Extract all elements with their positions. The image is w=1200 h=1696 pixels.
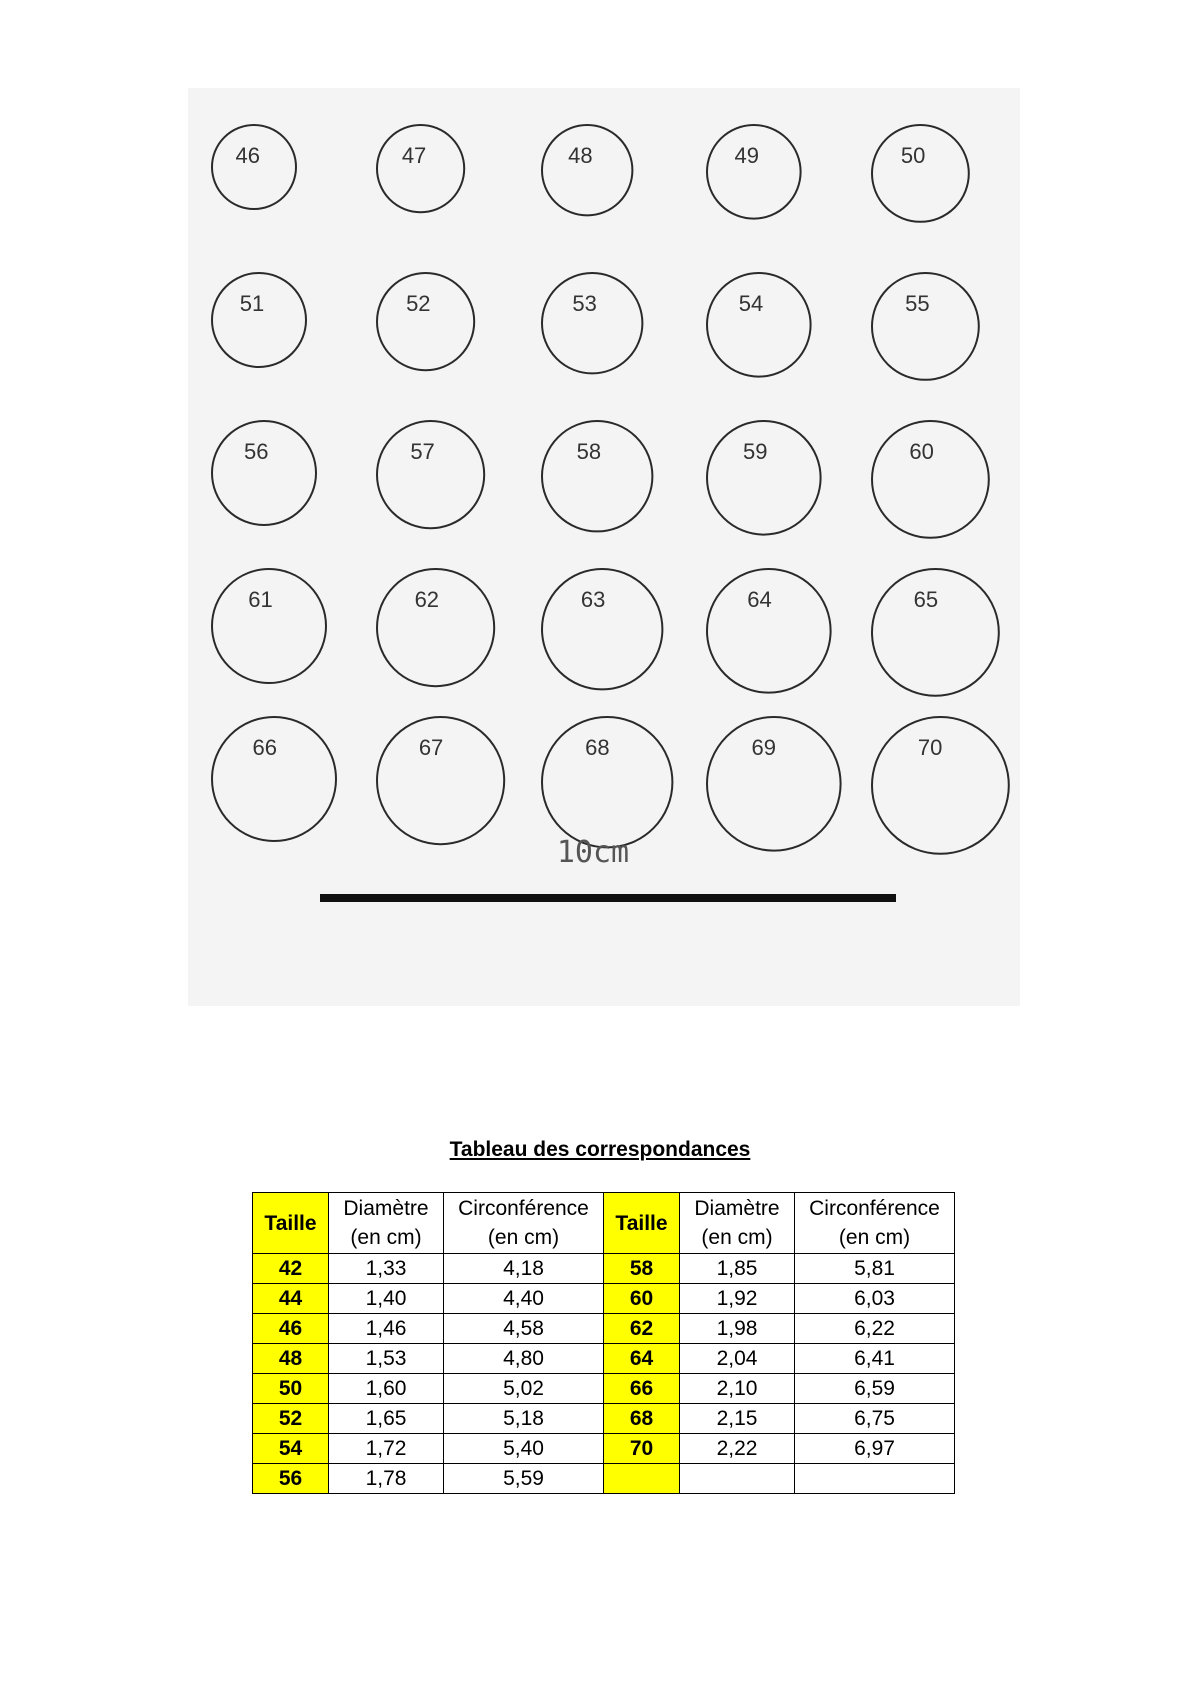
header-diameter-line2: (en cm) bbox=[350, 1226, 422, 1249]
ring-57 bbox=[377, 421, 484, 528]
ring-67 bbox=[377, 717, 504, 844]
circumference-cell: 5,18 bbox=[444, 1404, 604, 1434]
ring-label: 57 bbox=[410, 439, 435, 464]
ring-60 bbox=[872, 421, 989, 538]
ring-65 bbox=[872, 569, 999, 696]
size-cell: 48 bbox=[253, 1344, 329, 1374]
ring-label: 54 bbox=[738, 291, 764, 316]
table-row bbox=[253, 1464, 955, 1494]
ring-circle bbox=[872, 273, 979, 380]
diameter-cell: 1,72 bbox=[329, 1434, 444, 1464]
table-row bbox=[253, 1374, 955, 1404]
circumference-cell: 6,59 bbox=[795, 1374, 955, 1404]
size-cell: 70 bbox=[604, 1434, 680, 1464]
diameter-cell: 2,15 bbox=[680, 1404, 795, 1434]
ring-label: 63 bbox=[580, 587, 606, 612]
ring-circle bbox=[542, 125, 632, 215]
size-cell: 68 bbox=[604, 1404, 680, 1434]
ring-69 bbox=[707, 717, 841, 851]
size-cell: 42 bbox=[253, 1254, 329, 1284]
table-row bbox=[253, 1404, 955, 1434]
ring-circle bbox=[707, 125, 801, 219]
header-diameter-line1: Diamètre bbox=[694, 1197, 780, 1220]
table-row bbox=[253, 1254, 955, 1284]
diameter-cell: 1,53 bbox=[329, 1344, 444, 1374]
ring-56 bbox=[212, 421, 316, 525]
ring-label: 68 bbox=[585, 735, 610, 760]
ring-label: 62 bbox=[414, 587, 440, 612]
ring-50 bbox=[872, 125, 969, 222]
ring-sizer-chart bbox=[188, 88, 1020, 1006]
circumference-cell: 4,40 bbox=[444, 1284, 604, 1314]
ring-62 bbox=[377, 569, 494, 686]
ring-label: 49 bbox=[734, 143, 760, 168]
header-size-left: Taille bbox=[253, 1193, 329, 1254]
diameter-cell: 1,85 bbox=[680, 1254, 795, 1284]
diameter-cell: 2,22 bbox=[680, 1434, 795, 1464]
ring-label: 66 bbox=[252, 735, 277, 760]
diameter-cell: 1,65 bbox=[329, 1404, 444, 1434]
ring-label: 58 bbox=[576, 439, 602, 464]
size-cell: 52 bbox=[253, 1404, 329, 1434]
size-cell: 60 bbox=[604, 1284, 680, 1314]
diameter-cell: 2,10 bbox=[680, 1374, 795, 1404]
diameter-cell: 1,60 bbox=[329, 1374, 444, 1404]
ring-circle bbox=[542, 421, 652, 531]
ring-label: 61 bbox=[248, 587, 273, 612]
diameter-cell: 1,98 bbox=[680, 1314, 795, 1344]
scale-bar bbox=[320, 894, 896, 902]
diameter-cell: 1,78 bbox=[329, 1464, 444, 1494]
ring-label: 67 bbox=[418, 735, 444, 760]
ring-circle bbox=[212, 421, 316, 525]
table-title: Tableau des correspondances bbox=[449, 1138, 751, 1161]
size-cell: 64 bbox=[604, 1344, 680, 1374]
ring-label: 59 bbox=[743, 439, 768, 464]
diameter-cell bbox=[680, 1464, 795, 1494]
size-cell bbox=[604, 1464, 680, 1494]
size-cell: 56 bbox=[253, 1464, 329, 1494]
ring-label: 53 bbox=[572, 291, 597, 316]
ring-63 bbox=[542, 569, 662, 689]
header-circumference-right bbox=[795, 1193, 955, 1254]
diameter-cell: 1,92 bbox=[680, 1284, 795, 1314]
ring-label: 50 bbox=[900, 143, 926, 168]
correspondence-table bbox=[252, 1192, 955, 1494]
ring-label: 47 bbox=[401, 143, 427, 168]
table-row bbox=[253, 1344, 955, 1374]
circumference-cell bbox=[795, 1464, 955, 1494]
ring-64 bbox=[707, 569, 831, 693]
header-circumference-line1: Circonférence bbox=[809, 1197, 940, 1220]
header-diameter-line1: Diamètre bbox=[343, 1197, 429, 1220]
ring-47 bbox=[377, 125, 464, 212]
ring-circle bbox=[542, 273, 642, 373]
ring-circle bbox=[707, 273, 811, 377]
header-circumference-line2: (en cm) bbox=[487, 1226, 560, 1249]
ring-label: 52 bbox=[406, 291, 431, 316]
diameter-cell: 1,46 bbox=[329, 1314, 444, 1344]
size-cell: 46 bbox=[253, 1314, 329, 1344]
header-diameter-left bbox=[329, 1193, 444, 1254]
ring-61 bbox=[212, 569, 326, 683]
circumference-cell: 4,18 bbox=[444, 1254, 604, 1284]
scale-label: 10cm bbox=[556, 835, 630, 870]
table-header-row bbox=[253, 1193, 955, 1254]
ring-label: 64 bbox=[747, 587, 772, 612]
header-circumference-left bbox=[444, 1193, 604, 1254]
ring-sizer-panel bbox=[188, 88, 1020, 1006]
header-circumference-line2: (en cm) bbox=[838, 1226, 911, 1249]
size-cell: 50 bbox=[253, 1374, 329, 1404]
ring-59 bbox=[707, 421, 821, 535]
ring-label: 70 bbox=[917, 735, 943, 760]
circumference-cell: 5,59 bbox=[444, 1464, 604, 1494]
table-row bbox=[253, 1284, 955, 1314]
ring-label: 51 bbox=[239, 291, 265, 316]
ring-circle bbox=[872, 125, 969, 222]
size-cell: 44 bbox=[253, 1284, 329, 1314]
ring-70 bbox=[872, 717, 1009, 854]
diameter-cell: 2,04 bbox=[680, 1344, 795, 1374]
ring-label: 65 bbox=[913, 587, 939, 612]
ring-55 bbox=[872, 273, 979, 380]
ring-68 bbox=[542, 717, 672, 847]
ring-circle bbox=[377, 125, 464, 212]
circumference-cell: 6,03 bbox=[795, 1284, 955, 1314]
header-size-right: Taille bbox=[604, 1193, 680, 1254]
circumference-cell: 6,97 bbox=[795, 1434, 955, 1464]
size-cell: 54 bbox=[253, 1434, 329, 1464]
ring-label: 55 bbox=[905, 291, 930, 316]
diameter-cell: 1,40 bbox=[329, 1284, 444, 1314]
ring-circle bbox=[377, 421, 484, 528]
diameter-cell: 1,33 bbox=[329, 1254, 444, 1284]
circumference-cell: 5,02 bbox=[444, 1374, 604, 1404]
ring-label: 48 bbox=[568, 143, 593, 168]
ring-label: 56 bbox=[243, 439, 269, 464]
ring-51 bbox=[212, 273, 306, 367]
circumference-cell: 6,41 bbox=[795, 1344, 955, 1374]
size-cell: 58 bbox=[604, 1254, 680, 1284]
ring-label: 60 bbox=[909, 439, 934, 464]
ring-label: 69 bbox=[751, 735, 777, 760]
ring-48 bbox=[542, 125, 632, 215]
ring-49 bbox=[707, 125, 801, 219]
ring-66 bbox=[212, 717, 336, 841]
circumference-cell: 5,40 bbox=[444, 1434, 604, 1464]
table-row bbox=[253, 1434, 955, 1464]
ring-53 bbox=[542, 273, 642, 373]
ring-label: 46 bbox=[235, 143, 260, 168]
ring-46 bbox=[212, 125, 296, 209]
ring-52 bbox=[377, 273, 474, 370]
size-cell: 66 bbox=[604, 1374, 680, 1404]
size-cell: 62 bbox=[604, 1314, 680, 1344]
circumference-cell: 6,22 bbox=[795, 1314, 955, 1344]
circumference-cell: 4,80 bbox=[444, 1344, 604, 1374]
circumference-cell: 6,75 bbox=[795, 1404, 955, 1434]
circumference-cell: 5,81 bbox=[795, 1254, 955, 1284]
table-row bbox=[253, 1314, 955, 1344]
ring-58 bbox=[542, 421, 652, 531]
header-diameter-right bbox=[680, 1193, 795, 1254]
ring-circle bbox=[377, 273, 474, 370]
circumference-cell: 4,58 bbox=[444, 1314, 604, 1344]
ring-54 bbox=[707, 273, 811, 377]
ring-circle bbox=[212, 273, 306, 367]
header-diameter-line2: (en cm) bbox=[701, 1226, 773, 1249]
header-circumference-line1: Circonférence bbox=[458, 1197, 589, 1220]
